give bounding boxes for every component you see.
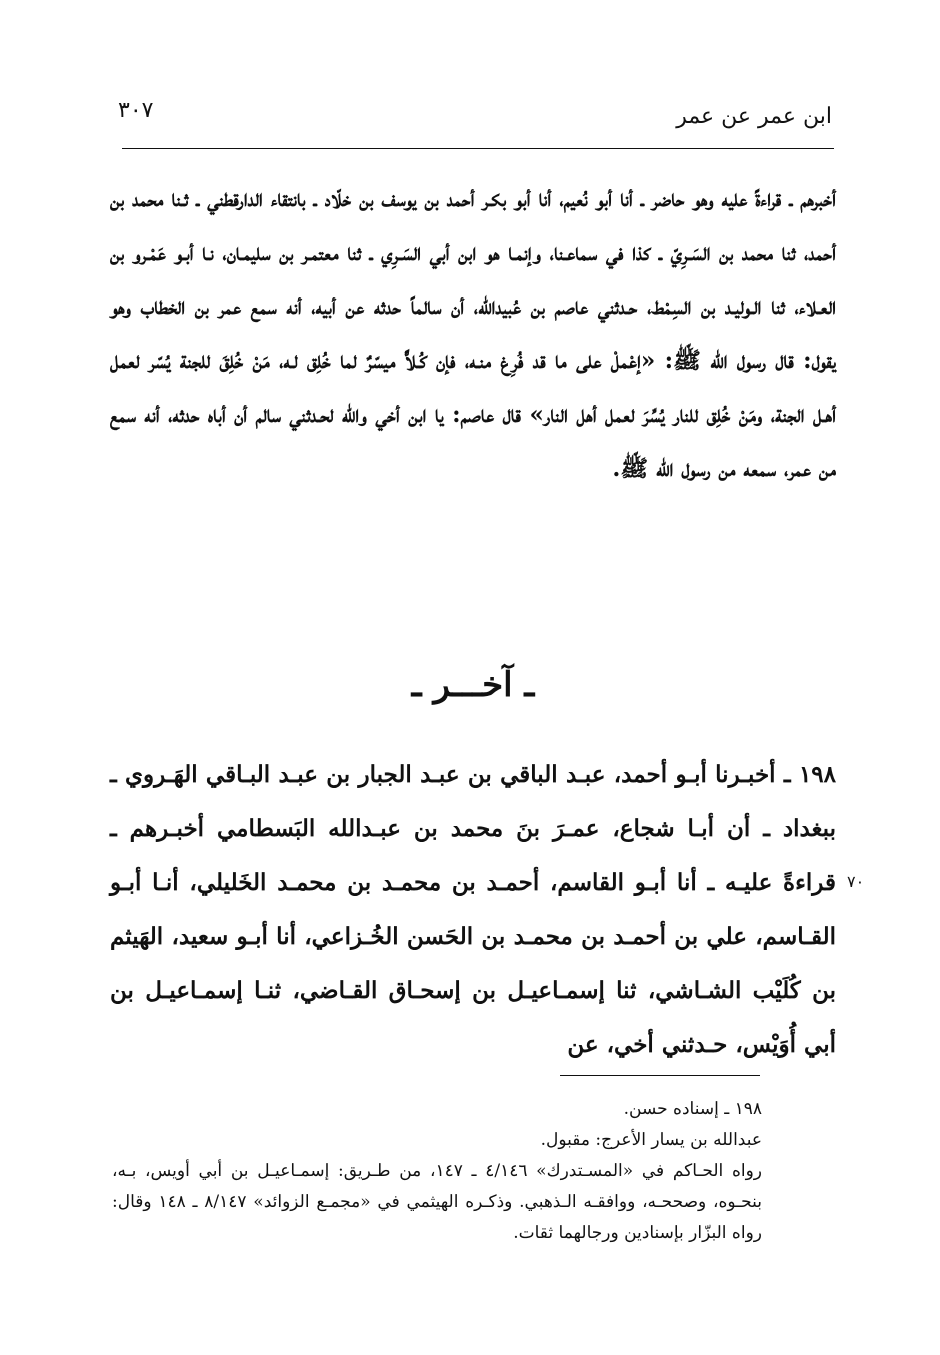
body-text-block-2 bbox=[110, 748, 836, 1072]
footnote-rule bbox=[560, 1075, 760, 1076]
page-number: ٣٠٧ bbox=[118, 98, 154, 123]
section-heading: ـ آخـــر ـ bbox=[411, 665, 535, 705]
paragraph-hadith-text: أخبرهم ـ قراءةً عليه وهو حاضر ـ أنا أبو نُعيم، أنا أبو بكـر أحمد بن يوسف بن خلّاد ـ بانتقاء الدارقطني ـ ثـنا محمد بن أحمد، ثنا محمد بن السَـرِيّ ـ كذا في سماعـنا، وإنمـا هو ابن أبي السَـرِي ـ ثنا معتمـر بن سليمـان، نـا أبـو عَمْـرو بن العـلاء، ثنا الـوليـد بن السِمْط، حـدثني عاصم بن عُبيدالله، أن سالماً حدثه عن أبيه، أنه سمع عمر بن الخطاب وهو يقول: قال رسول الله ﷺ: «إعْملْ على ما قد فُرِغ منـه، فإن كُـلاًّ ميسّرٌ لما خُلِق لـه، مَنْ خُلِقَ للجنة يُسّر لعمل أهـل الجنة، ومَنْ خُلِق للنار يُسِّرَ لعمل أهل النار» قال عاصم: يا ابن أخي والله لحـدثني سالم أن أباه حدثه، أنه سمع من عمر، سمعه من رسول الله ﷺ. bbox=[110, 185, 836, 482]
footnotes bbox=[112, 1094, 762, 1249]
running-title: ابن عمر عن عمر bbox=[676, 104, 832, 129]
footnote-line-3: رواه الحـاكم في «المسـتدرك» ٤/١٤٦ ـ ١٤٧، من طـريق: إسمـاعيـل بن أبي أويس، بـه، بنحـوه، وصححـه، ووافقـه الـذهبي. وذكـره الهيثمي في «مجمـع الزوائد» ٨/١٤٧ ـ ١٤٨ وقال: رواه البزّار بإسنادين ورجالهما ثقات. bbox=[112, 1161, 762, 1243]
margin-number: ٧٠ bbox=[847, 872, 865, 891]
body-text-block-1 bbox=[110, 172, 836, 496]
header-rule bbox=[122, 148, 834, 149]
paragraph-hadith-198: ١٩٨ ـ أخبـرنا أبـو أحمد، عبـد الباقي بن عبـد الجبار بن عبـد البـاقي الهَـروي ـ ببغداد ـ أن أبـا شجاع، عمـرَ بنَ محمد بن عبـدالله البَسطامي أخبـرهم ـ قراءةً عليـه ـ أنا أبـو القاسم، أحمـد بن محمـد بن محمـد الخَليلي، أنـا أبـو القـاسم، علي بن أحمـد بن محمـد بن الحَسن الخُـزاعي، أنا أبـو سعيد، الهَيثم بن كُلَيْب الشـاشي، ثنا إسمـاعيـل بن إسحـاق القـاضي، ثنـا إسمـاعيـل بن أبي أُوَيْس، حـدثني أخي، عن bbox=[110, 761, 836, 1058]
footnote-line-2: عبدالله بن يسار الأعرج: مقبول. bbox=[540, 1130, 762, 1150]
footnote-line-1: ١٩٨ ـ إسناده حسن. bbox=[623, 1099, 762, 1119]
